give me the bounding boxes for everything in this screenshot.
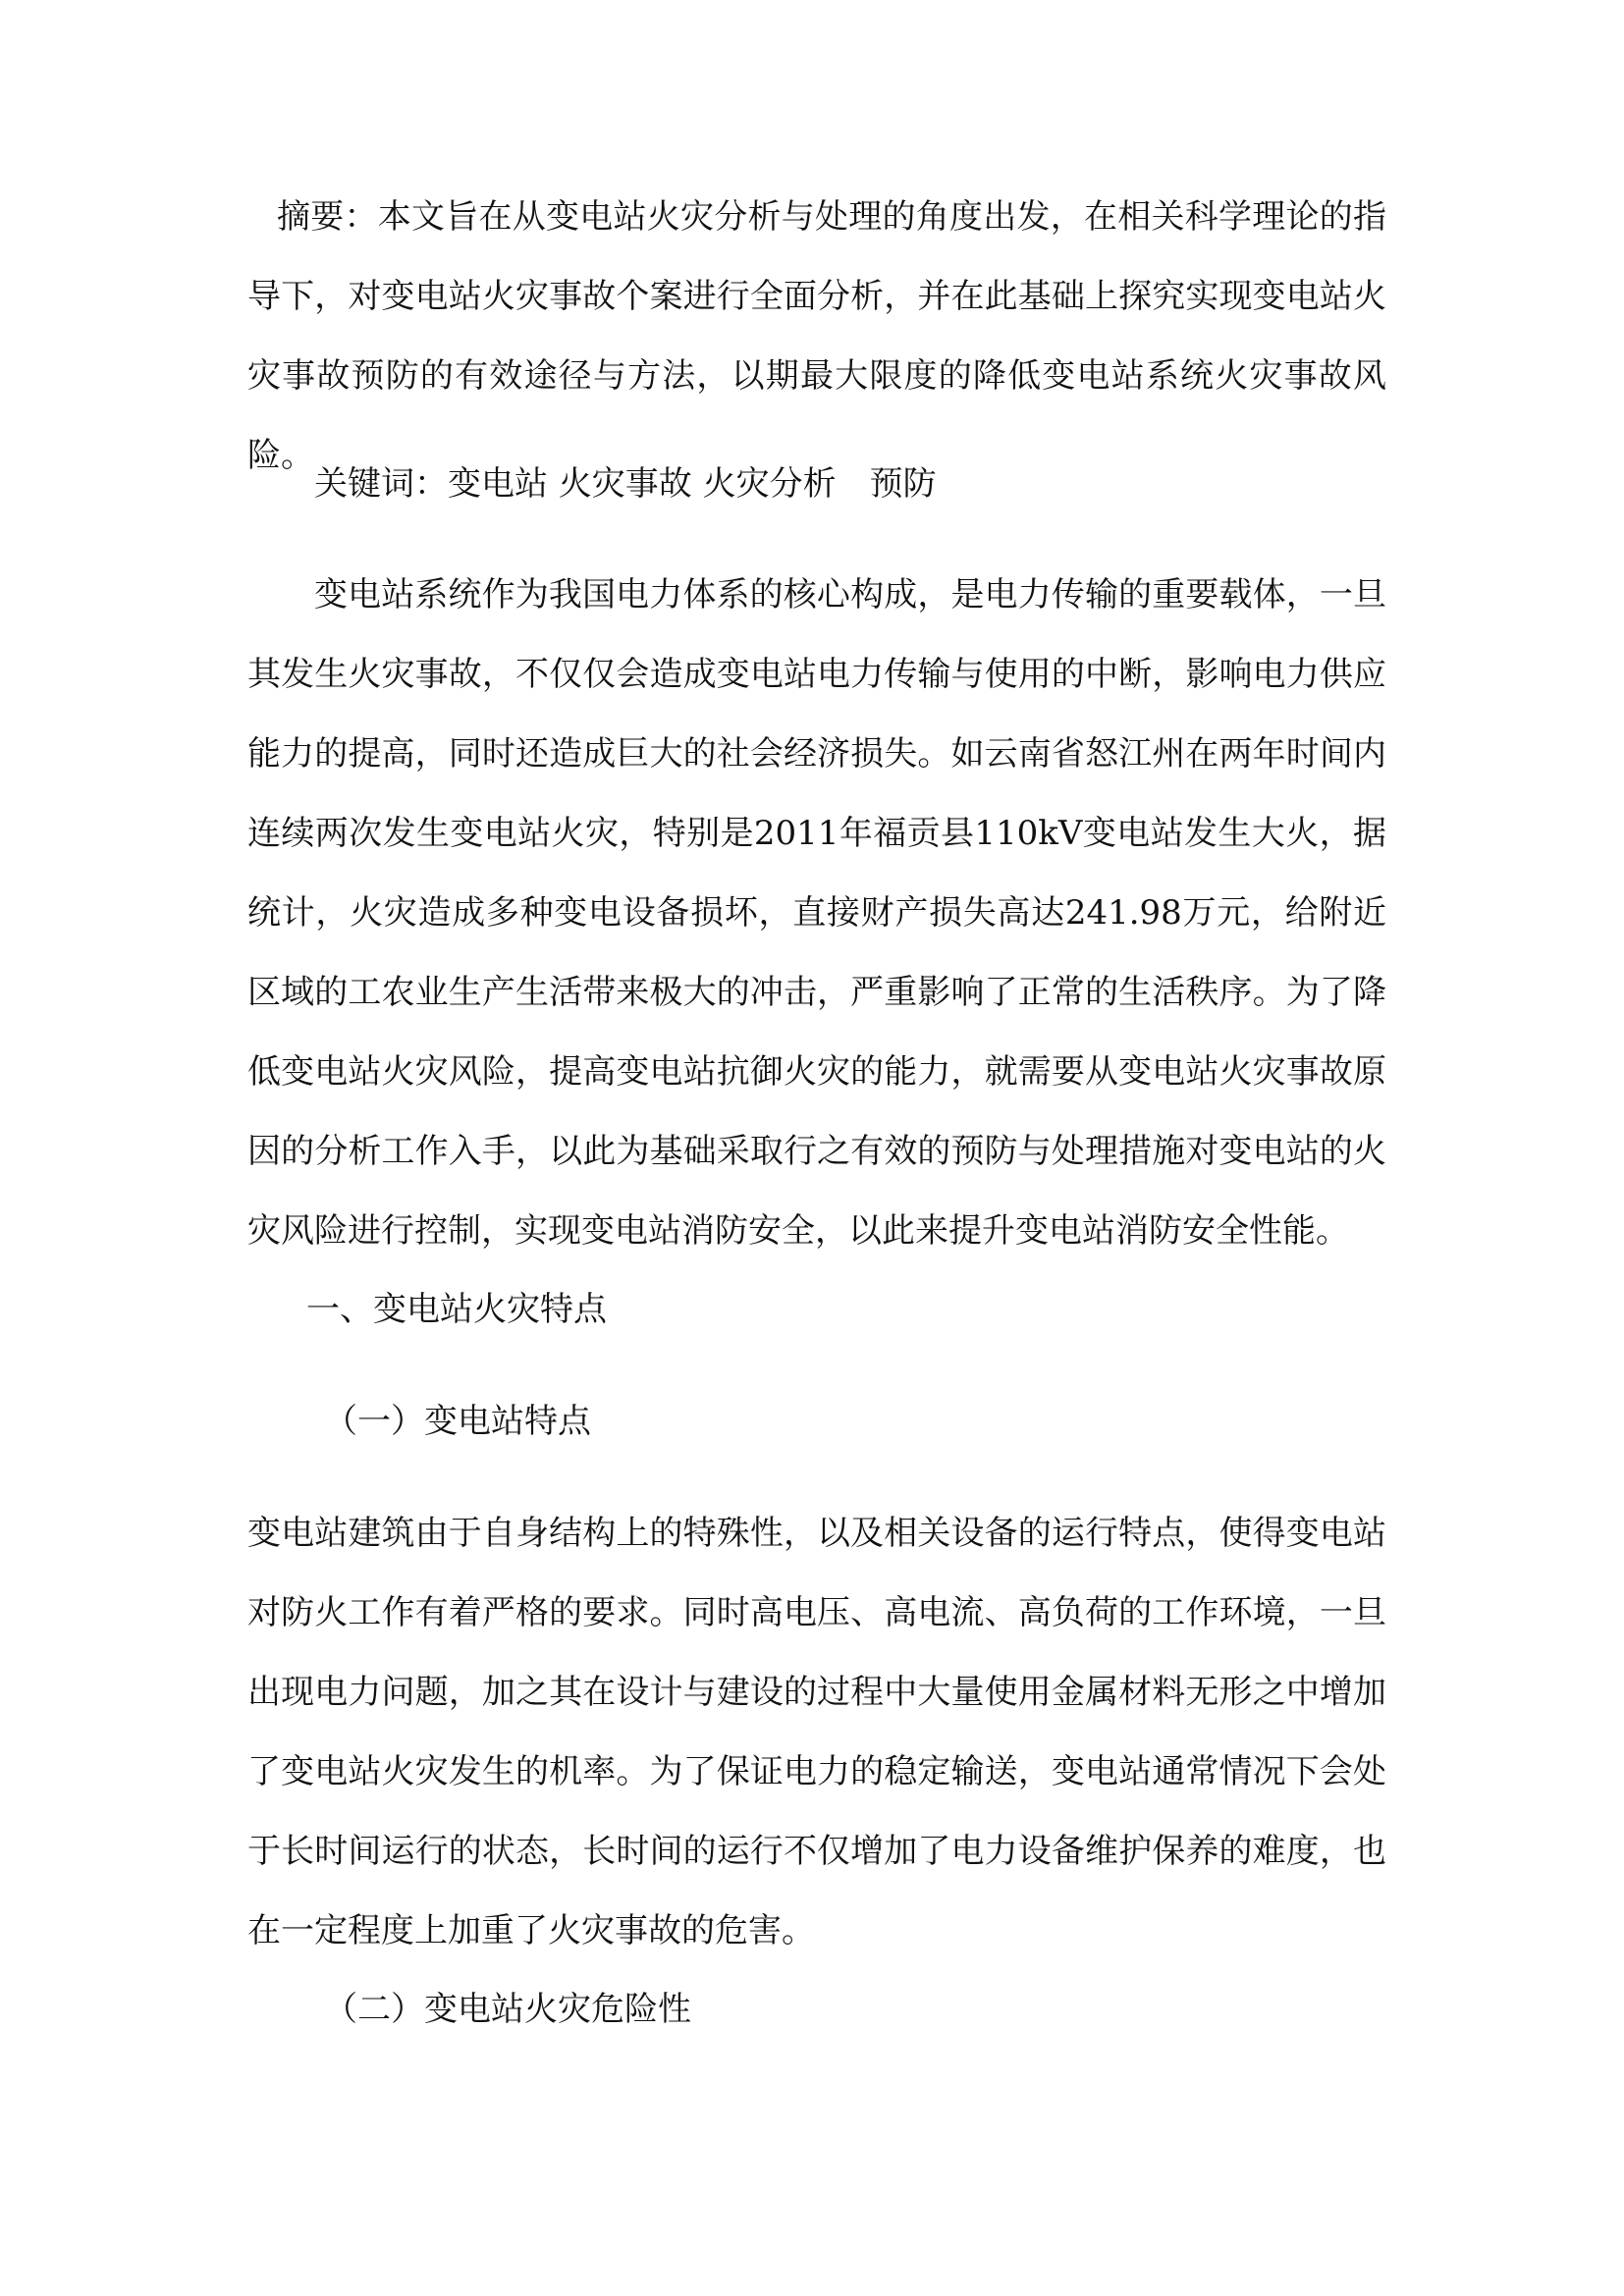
- subsection-heading-1-2: （二）变电站火灾危险性: [324, 1990, 691, 2029]
- abstract-paragraph: 摘要：本文旨在从变电站火灾分析与处理的角度出发，在相关科学理论的指导下，对变电站火灾事故个案进行全面分析，并在此基础上探究实现变电站火灾事故预防的有效途径与方法，以期最大限度的降低变电站系统火灾事故风险。: [247, 197, 1386, 475]
- subsection-1-1-paragraph: 变电站建筑由于自身结构上的特殊性，以及相关设备的运行特点，使得变电站对防火工作有着严格的要求。同时高电压、高电流、高负荷的工作环境，一旦出现电力问题，加之其在设计与建设的过程中大量使用金属材料无形之中增加了变电站火灾发生的机率。为了保证电力的稳定输送，变电站通常情况下会处于长时间运行的状态，长时间的运行不仅增加了电力设备维护保养的难度，也在一定程度上加重了火灾事故的危害。: [247, 1514, 1386, 1950]
- intro-paragraph: 变电站系统作为我国电力体系的核心构成，是电力传输的重要载体，一旦其发生火灾事故，不仅仅会造成变电站电力传输与使用的中断，影响电力供应能力的提高，同时还造成巨大的社会经济损失。如云南省怒江州在两年时间内连续两次发生变电站火灾，特别是2011年福贡县110kV变电站发生大火，据统计，火灾造成多种变电设备损坏，直接财产损失高达241.98万元，给附近区域的工农业生产生活带来极大的冲击，严重影响了正常的生活秩序。为了降低变电站火灾风险，提高变电站抗御火灾的能力，就需要从变电站火灾事故原因的分析工作入手，以此为基础采取行之有效的预防与处理措施对变电站的火灾风险进行控制，实现变电站消防安全，以此来提升变电站消防安全性能。: [247, 575, 1386, 1251]
- keywords-line: 关键词：变电站 火灾事故 火灾分析 预防: [314, 464, 937, 504]
- subsection-heading-1-1: （一）变电站特点: [324, 1402, 591, 1441]
- section-heading-1: 一、变电站火灾特点: [306, 1290, 607, 1329]
